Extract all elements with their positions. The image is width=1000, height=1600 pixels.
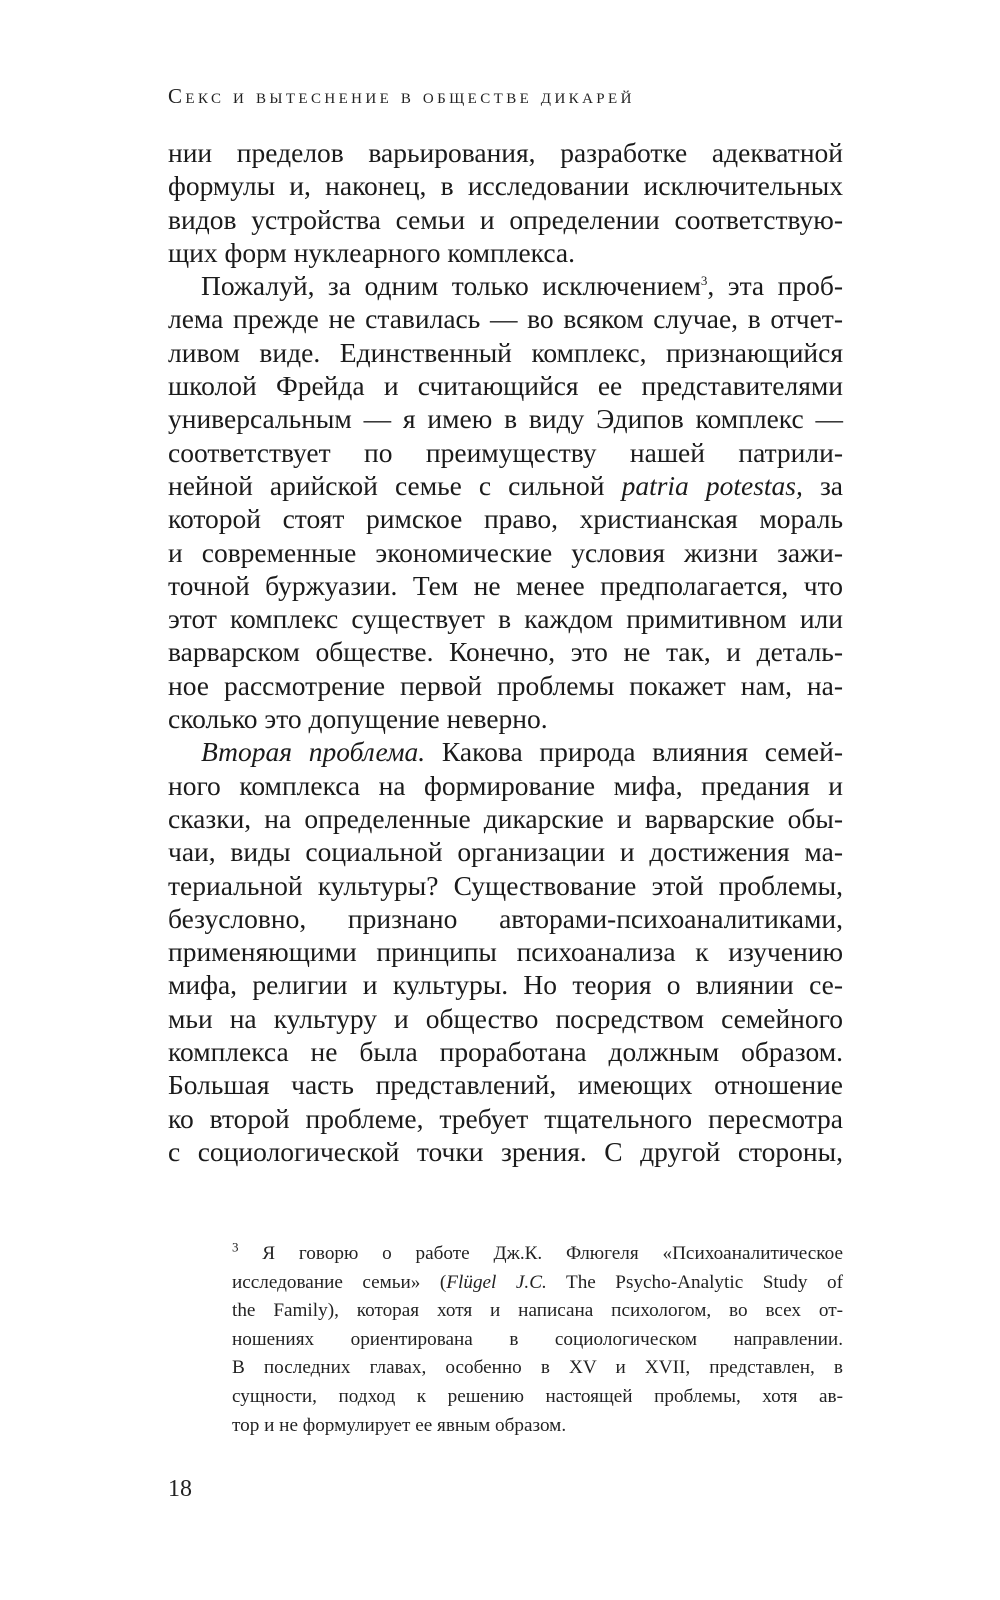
text-line: сколько это допущение неверно. — [168, 703, 548, 735]
footnote-line: В последних главах, особенно в XV и XVII, представлен, в — [232, 1357, 843, 1379]
text-line: ное рассмотрение первой проблемы покажет нам, на- — [168, 669, 843, 701]
text-line — [168, 269, 843, 302]
author-citation: Flügel J.C. — [446, 1271, 547, 1293]
text-line: видов устройства семьи и определении соответствую- — [168, 203, 843, 235]
text-line: применяющими принципы психоанализа к изучению — [168, 936, 843, 968]
text-line: мифа, религии и культуры. Но теория о влиянии се- — [168, 969, 843, 1001]
text-line: Большая часть представлений, имеющих отношение — [168, 1069, 843, 1101]
text-line: варварском обществе. Конечно, это не так, и деталь- — [168, 636, 843, 668]
text-line: с социологической точки зрения. С другой стороны, — [168, 1135, 843, 1167]
latin-term: patria potestas, — [621, 469, 803, 501]
footnote-line — [232, 1240, 843, 1269]
page-number: 18 — [168, 1476, 192, 1502]
text-line: чаи, виды социальной организации и достижения ма- — [168, 836, 843, 868]
text-fragment: исследование семьи» ( — [232, 1271, 447, 1293]
text-line: которой стоят римское право, христианская мораль — [168, 503, 843, 535]
text-line: нии пределов варьирования, разработке адекватной — [168, 137, 843, 168]
text-line: ко второй проблеме, требует тщательного пересмотра — [168, 1102, 843, 1134]
section-lead-in: Вторая проблема. — [201, 736, 426, 768]
footnote-line: тор и не формулирует ее явным образом. — [232, 1414, 567, 1436]
text-line: щих форм нуклеарного комплекса. — [168, 236, 575, 268]
text-line: ливом виде. Единственный комплекс, признающийся — [168, 336, 843, 368]
text-fragment: , эта проб- — [707, 270, 843, 302]
text-line: лема прежде не ставилась — во всяком случае, в отчет- — [168, 303, 843, 335]
text-line — [168, 469, 843, 502]
text-fragment: Какова природа влияния семей- — [425, 736, 844, 768]
text-fragment: нейной арийской семье с сильной — [168, 469, 622, 501]
text-line: этот комплекс существует в каждом примитивном или — [168, 603, 843, 635]
text-line: и современные экономические условия жизни зажи- — [168, 536, 843, 568]
text-line — [168, 735, 843, 768]
running-head: Секс и вытеснение в обществе дикарей — [168, 84, 635, 108]
footnote — [232, 1240, 843, 1440]
text-line: ного комплекса на формирование мифа, предания и — [168, 769, 843, 801]
text-fragment: за — [802, 469, 844, 501]
text-line: териальной культуры? Существование этой проблемы, — [168, 869, 843, 901]
footnote-reference[interactable]: 3 — [700, 273, 708, 289]
footnote-line: the Family), которая хотя и написана психологом, во всех от- — [232, 1300, 843, 1322]
text-line: универсальным — я имею в виду Эдипов комплекс — — [168, 403, 843, 435]
text-fragment: The Psycho-Analytic Study of — [546, 1271, 843, 1293]
text-fragment: Пожалуй, за одним только исключением — [201, 270, 701, 302]
text-line: точной буржуазии. Тем не менее предполагается, что — [168, 569, 843, 601]
text-line: комплекса не была проработана должным образом. — [168, 1036, 843, 1068]
text-line: формулы и, наконец, в исследовании исключительных — [168, 170, 843, 202]
footnote-marker: 3 — [232, 1239, 239, 1255]
text-line: мьи на культуру и общество посредством семейного — [168, 1002, 843, 1034]
text-line: безусловно, признано авторами-психоаналитиками, — [168, 902, 843, 934]
main-text — [168, 136, 843, 1168]
footnote-line: ношениях ориентирована в социологическом направлении. — [232, 1328, 843, 1350]
text-line: соответствует по преимуществу нашей патрили- — [168, 436, 843, 468]
text-line: сказки, на определенные дикарские и варварские обы- — [168, 802, 843, 834]
footnote-line: сущности, подход к решению настоящей проблемы, хотя ав- — [232, 1385, 843, 1407]
text-line: школой Фрейда и считающийся ее представителями — [168, 370, 843, 402]
footnote-line — [232, 1269, 843, 1298]
text-fragment: Я говорю о работе Дж.К. Флюгеля «Психоаналитическое — [238, 1243, 843, 1264]
